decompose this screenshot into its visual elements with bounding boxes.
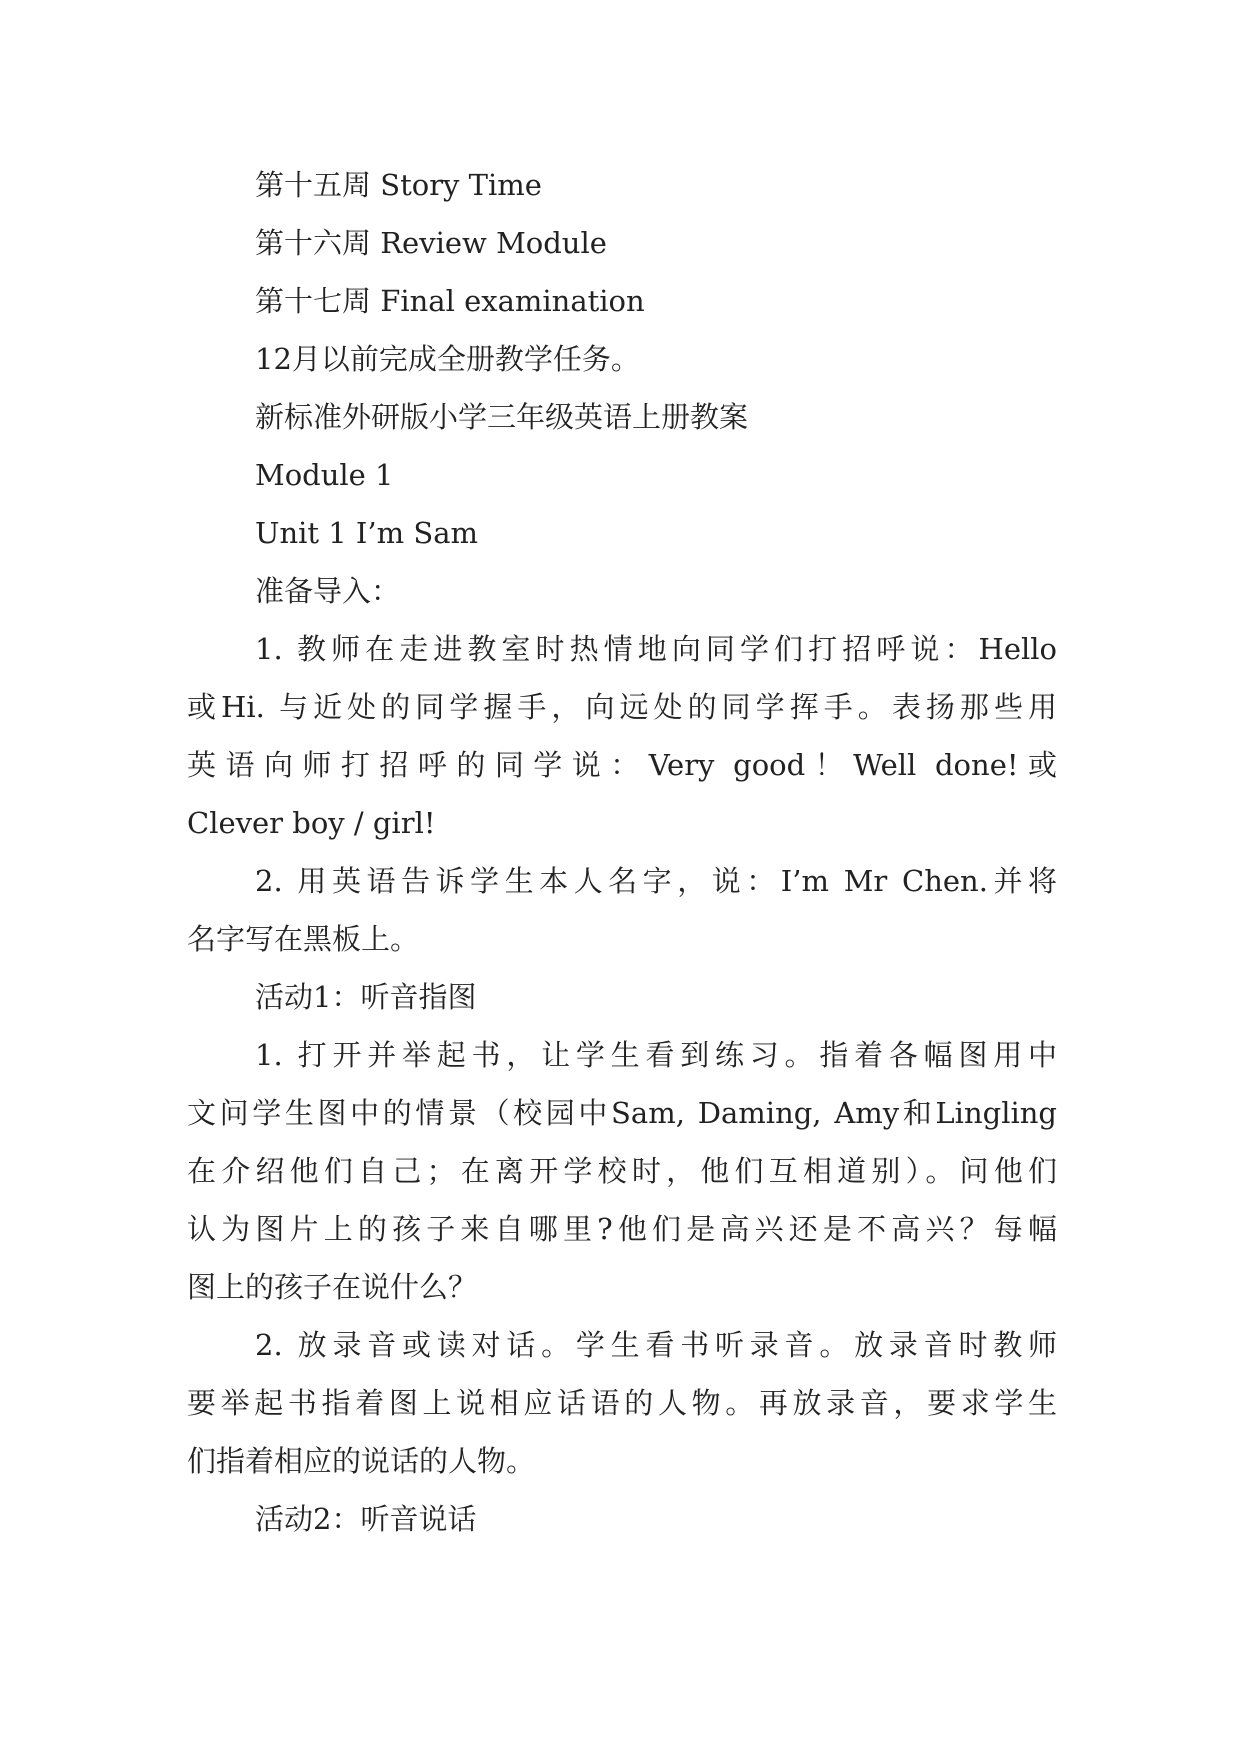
activity-1-heading: 活动1：听音指图 <box>255 980 477 1014</box>
activity-1-step-1-line-2: 文问学生图中的情景（校园中Sam, Daming, Amy和Lingling <box>187 1096 1057 1130</box>
warm-up-heading: 准备导入： <box>255 574 401 608</box>
warm-up-step-1-line-1: 1. 教师在走进教室时热情地向同学们打招呼说：Hello <box>255 632 1057 666</box>
activity-1-step-2-line-3: 们指着相应的说话的人物。 <box>187 1444 536 1478</box>
unit-heading: Unit 1 I’m Sam <box>255 516 478 550</box>
week-16-line: 第十六周 Review Module <box>255 226 607 260</box>
warm-up-step-1-line-2: 或Hi. 与近处的同学握手，向远处的同学挥手。表扬那些用 <box>187 690 1057 724</box>
activity-1-step-2-line-1: 2. 放录音或读对话。学生看书听录音。放录音时教师 <box>255 1328 1057 1362</box>
warm-up-step-1-line-3: 英语向师打招呼的同学说：Very good！Well done!或 <box>187 748 1057 782</box>
warm-up-step-1-line-4: Clever boy / girl! <box>187 806 436 840</box>
activity-1-step-1-line-5: 图上的孩子在说什么？ <box>187 1270 478 1304</box>
week-17-line: 第十七周 Final examination <box>255 284 645 318</box>
activity-1-step-1-line-1: 1. 打开并举起书，让学生看到练习。指着各幅图用中 <box>255 1038 1057 1072</box>
warm-up-step-2-line-1: 2. 用英语告诉学生本人名字，说：I’m Mr Chen.并将 <box>255 864 1057 898</box>
activity-1-step-1-line-4: 认为图片上的孩子来自哪里?他们是高兴还是不高兴？每幅 <box>187 1212 1057 1246</box>
activity-1-step-1-line-3: 在介绍他们自己；在离开学校时，他们互相道别）。问他们 <box>187 1154 1057 1188</box>
week-15-line: 第十五周 Story Time <box>255 168 542 202</box>
activity-2-heading: 活动2：听音说话 <box>255 1502 477 1536</box>
completion-note: 12月以前完成全册教学任务。 <box>255 342 640 376</box>
warm-up-step-2-line-2: 名字写在黑板上。 <box>187 922 420 956</box>
lesson-plan-title: 新标准外研版小学三年级英语上册教案 <box>255 400 749 434</box>
document-body <box>187 156 1057 1548</box>
module-heading: Module 1 <box>255 458 394 492</box>
activity-1-step-2-line-2: 要举起书指着图上说相应话语的人物。再放录音，要求学生 <box>187 1386 1057 1420</box>
